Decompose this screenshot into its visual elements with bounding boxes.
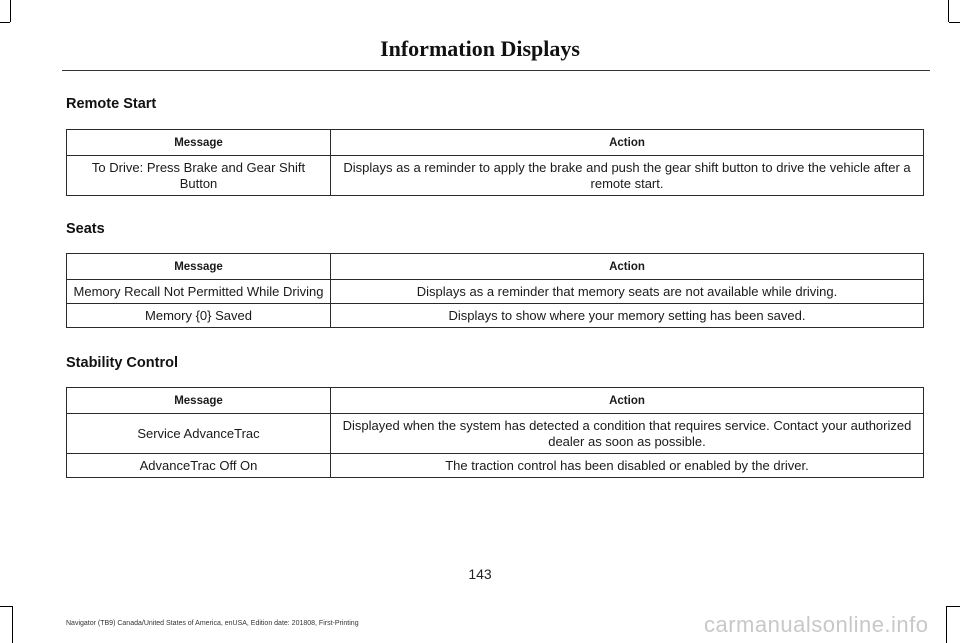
table-row: [67, 304, 924, 328]
crop-mark: [0, 606, 12, 607]
crop-mark: [0, 22, 10, 23]
section-heading-stability-control: Stability Control: [66, 355, 178, 371]
table-header-row: [67, 130, 924, 156]
section-heading-remote-start: Remote Start: [66, 96, 157, 112]
column-header-message: Message: [67, 254, 331, 280]
table-row: [67, 454, 924, 478]
action-cell: The traction control has been disabled or enabled by the driver.: [331, 454, 924, 478]
action-cell: Displays to show where your memory setting has been saved.: [331, 304, 924, 328]
remote-start-table: [66, 129, 924, 196]
crop-mark: [946, 606, 947, 643]
crop-mark: [947, 606, 960, 607]
table-row: [67, 414, 924, 454]
message-cell: Memory Recall Not Permitted While Driving: [67, 280, 331, 304]
column-header-message: Message: [67, 130, 331, 156]
message-cell: Memory {0} Saved: [67, 304, 331, 328]
column-header-message: Message: [67, 388, 331, 414]
stability-control-table: [66, 387, 924, 478]
message-cell: Service AdvanceTrac: [67, 414, 331, 454]
action-cell: Displays as a reminder to apply the brake and push the gear shift button to drive the vehicle after a remote start.: [331, 156, 924, 196]
table-row: [67, 280, 924, 304]
crop-mark: [948, 0, 949, 22]
message-cell: To Drive: Press Brake and Gear Shift Button: [67, 156, 331, 196]
page-title: Information Displays: [380, 36, 580, 61]
footer-edition-text: Navigator (TB9) Canada/United States of America, enUSA, Edition date: 201808, First-Printing: [66, 620, 359, 627]
crop-mark: [12, 606, 13, 643]
action-cell: Displayed when the system has detected a condition that requires service. Contact your authorized dealer as soon as possible.: [331, 414, 924, 454]
seats-table: [66, 253, 924, 328]
title-divider: [62, 70, 930, 71]
watermark: carmanualsonline.info: [704, 612, 929, 637]
page-number: 143: [468, 566, 492, 582]
column-header-action: Action: [331, 254, 924, 280]
message-cell: AdvanceTrac Off On: [67, 454, 331, 478]
crop-mark: [10, 0, 11, 22]
column-header-action: Action: [331, 130, 924, 156]
crop-mark: [949, 22, 960, 23]
table-header-row: [67, 254, 924, 280]
column-header-action: Action: [331, 388, 924, 414]
action-cell: Displays as a reminder that memory seats are not available while driving.: [331, 280, 924, 304]
table-header-row: [67, 388, 924, 414]
section-heading-seats: Seats: [66, 221, 105, 237]
table-row: [67, 156, 924, 196]
